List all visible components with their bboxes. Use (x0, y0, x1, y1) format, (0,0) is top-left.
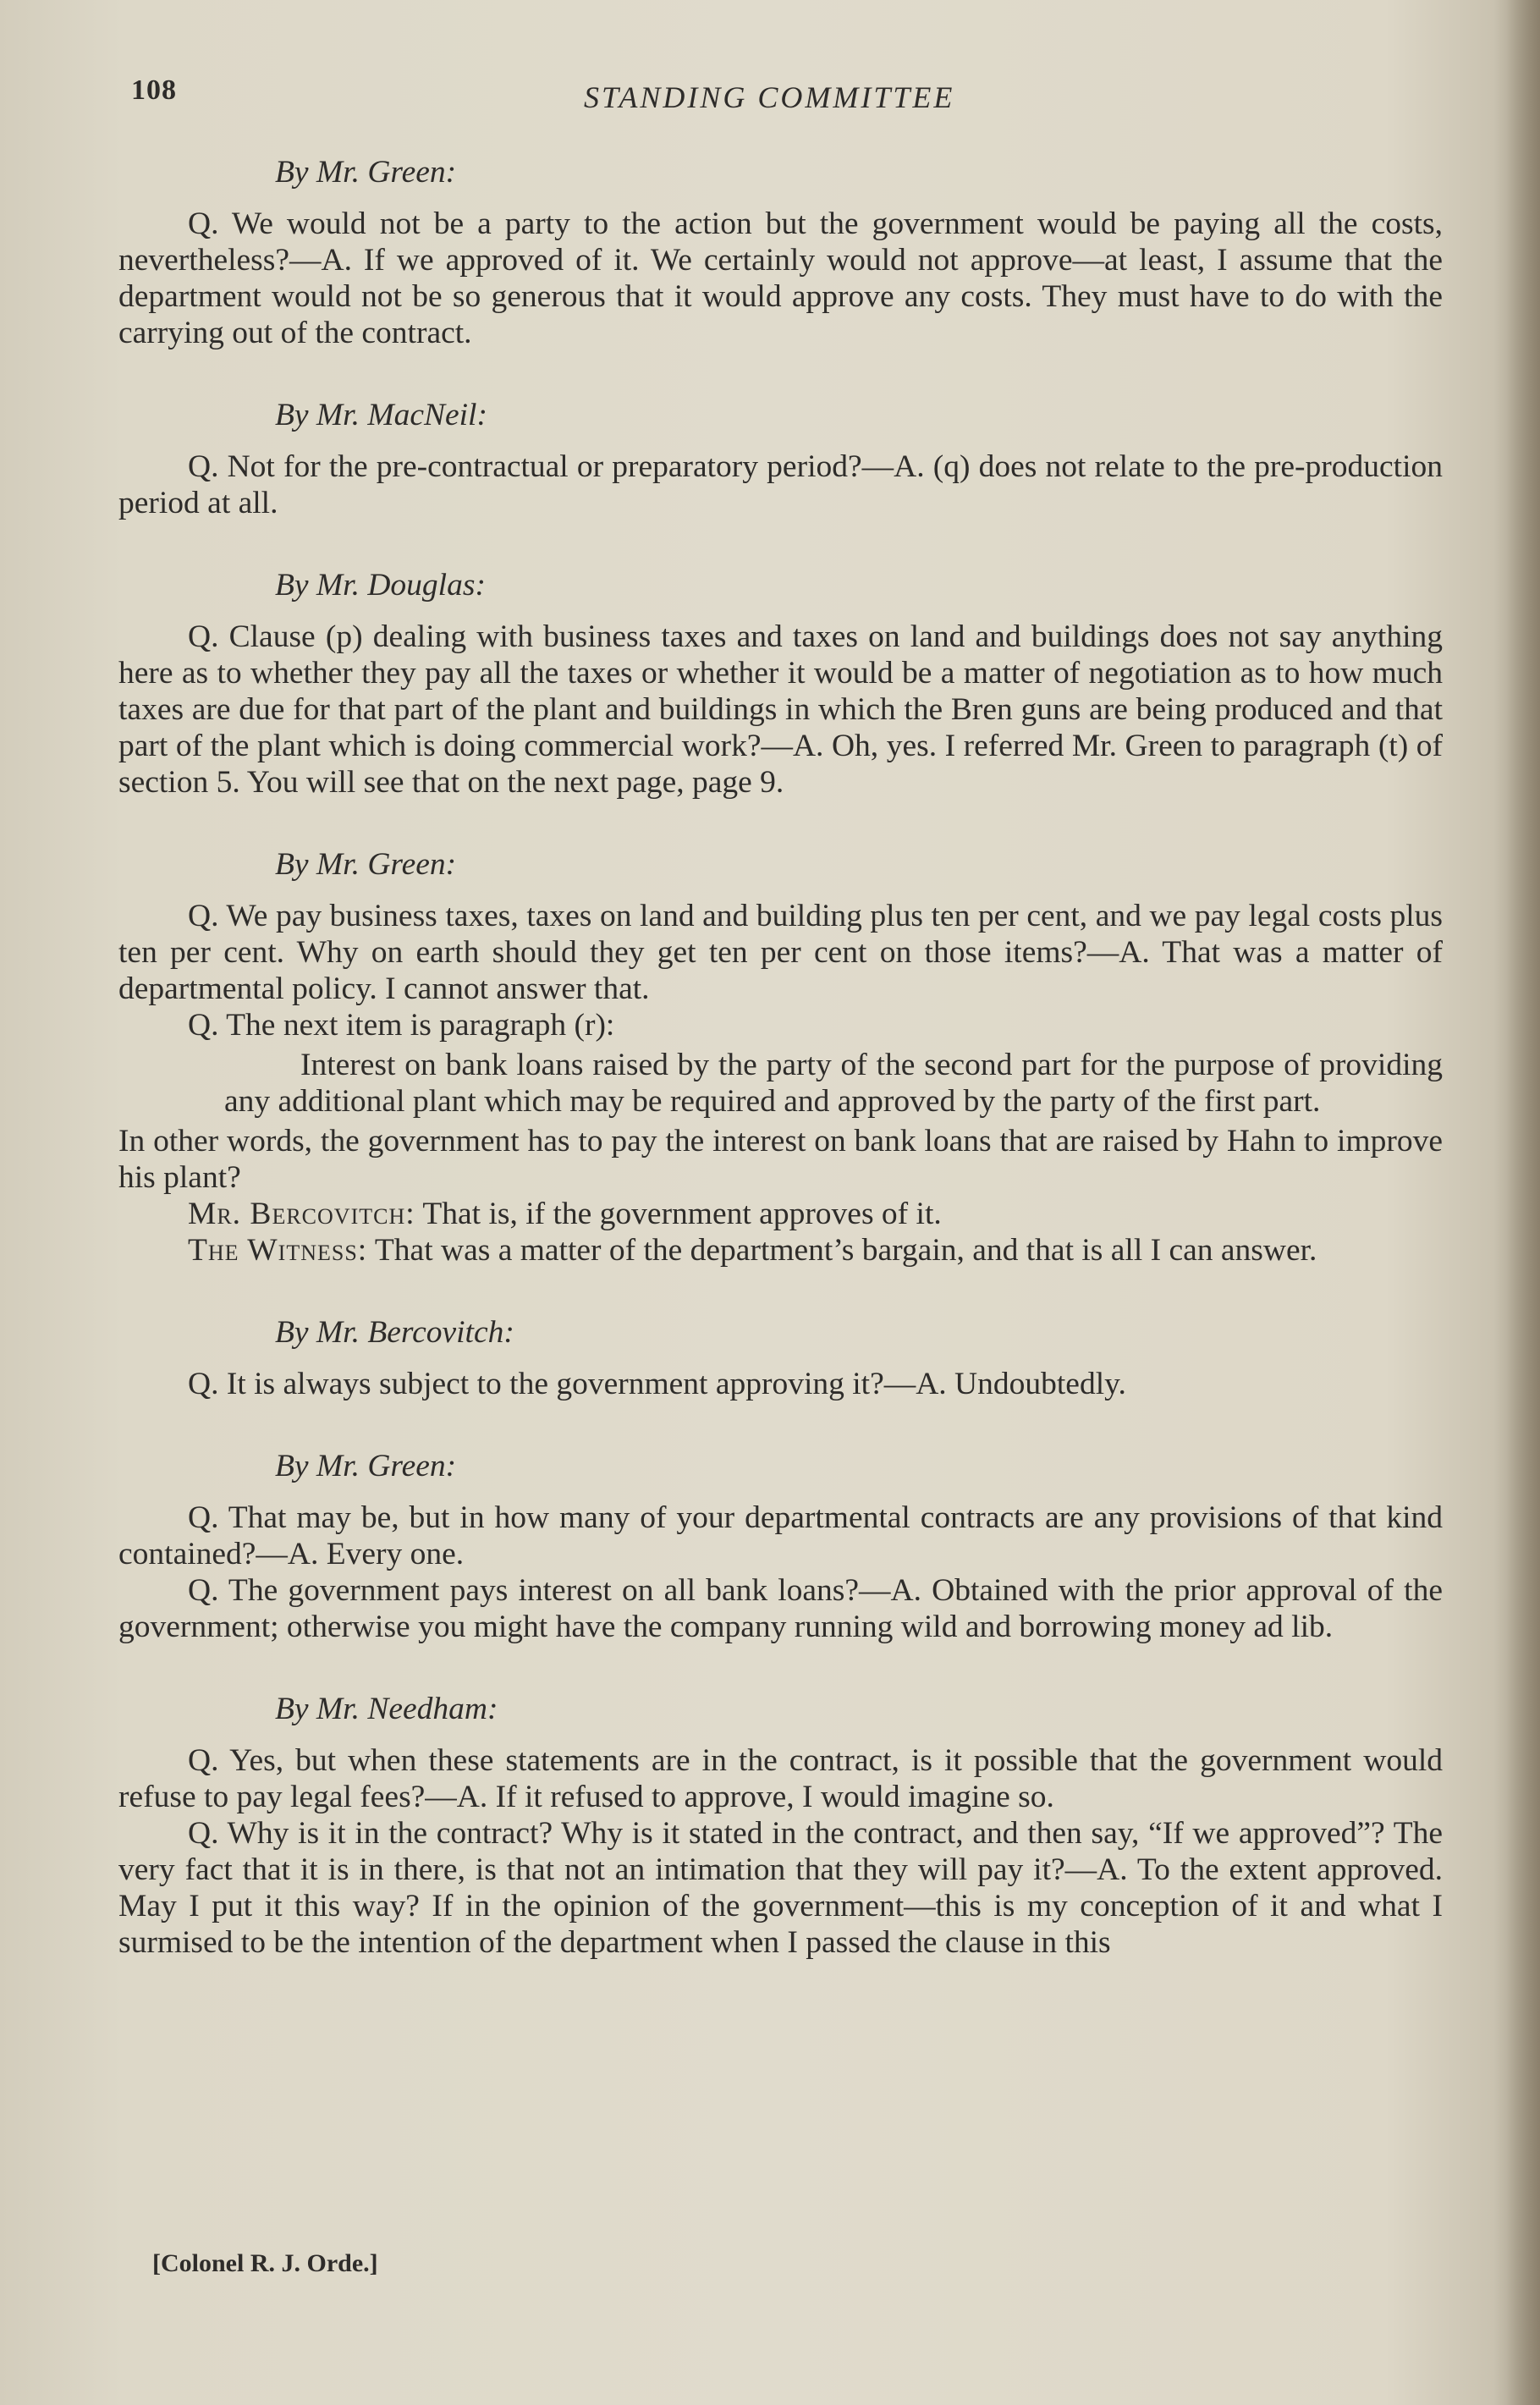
speaker-heading: By Mr. Green: (275, 847, 457, 882)
speaker-heading: By Mr. Green: (275, 1449, 457, 1483)
page-number: 108 (131, 74, 177, 106)
speaker-heading: By Mr. Bercovitch: (275, 1315, 514, 1350)
question-answer: Q. Why is it in the contract? Why is it stated in the contract, and then say, “If we approved”? The very fact that it is in there, is that not an intimation that they will pay it?—A. To the extent approved. May I put it this way? If in the opinion of the government—this is my conception of it and what I surmised to be the intention of the department when I passed the clause in this (118, 1816, 1443, 1960)
speaker-heading: By Mr. Green: (275, 155, 457, 190)
quoted-clause: Interest on bank loans raised by the party of the second part for the purpose of providing any additional plant which may be required and approved by the party of the first part. (224, 1048, 1443, 1119)
question-answer: Q. It is always subject to the government approving it?—A. Undoubtedly. (188, 1367, 1126, 1401)
question-answer: Q. The government pays interest on all bank loans?—A. Obtained with the prior approval of the government; otherwise you might have the company running wild and borrowing money ad lib. (118, 1573, 1443, 1644)
running-head: STANDING COMMITTEE (584, 80, 955, 114)
question-answer: Q. Not for the pre-contractual or preparatory period?—A. (q) does not relate to the pre-production period at all. (118, 449, 1443, 520)
question-answer: Q. That may be, but in how many of your departmental contracts are any provisions of that kind contained?—A. Every one. (118, 1500, 1443, 1571)
question-answer: Q. The next item is paragraph (r): (188, 1008, 615, 1043)
speaker-heading: By Mr. MacNeil: (275, 398, 487, 432)
speaker-name: Mr. Bercovitch: (188, 1197, 415, 1231)
speaker-statement (118, 1196, 1443, 1232)
page-body (118, 142, 1443, 1961)
question-answer: Q. Yes, but when these statements are in the contract, is it possible that the government would refuse to pay legal fees?—A. If it refused to approve, I would imagine so. (118, 1743, 1443, 1814)
speaker-statement (118, 1232, 1443, 1269)
speaker-name: The Witness: (188, 1233, 368, 1268)
question-continuation: In other words, the government has to pay the interest on bank loans that are raised by Hahn to improve his plant? (118, 1124, 1443, 1195)
statement-text: That was a matter of the department’s bargain, and that is all I can answer. (367, 1233, 1317, 1268)
question-answer: Q. We would not be a party to the action but the government would be paying all the costs, nevertheless?—A. If we approved of it. We certainly would not approve—at least, I assume that the department would not be so generous that it would approve any costs. They must have to do with the carrying out of the contract. (118, 206, 1443, 350)
question-answer: Q. Clause (p) dealing with business taxes and taxes on land and buildings does not say anything here as to whether they pay all the taxes or whether it would be a matter of negotiation as to how much taxes are due for that part of the plant and buildings in which the Bren guns are being produced and that part of the plant which is doing commercial work?—A. Oh, yes. I referred Mr. Green to paragraph (t) of section 5. You will see that on the next page, page 9. (118, 619, 1443, 800)
speaker-heading: By Mr. Needham: (275, 1692, 498, 1726)
speaker-heading: By Mr. Douglas: (275, 568, 486, 603)
statement-text: That is, if the government approves of it. (415, 1197, 942, 1231)
question-answer: Q. We pay business taxes, taxes on land and building plus ten per cent, and we pay legal costs plus ten per cent. Why on earth should they get ten per cent on those items?—A. That was a matter of departmental policy. I cannot answer that. (118, 899, 1443, 1006)
witness-footer: [Colonel R. J. Orde.] (152, 2249, 378, 2277)
page-header (131, 74, 1451, 125)
